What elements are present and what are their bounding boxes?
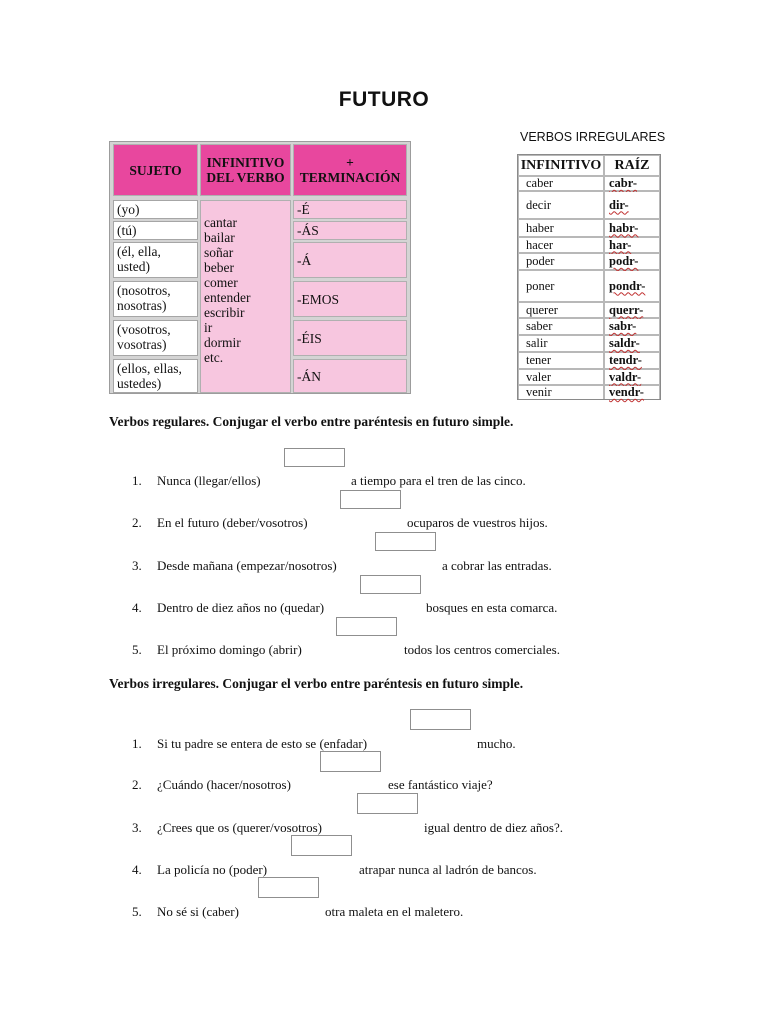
sentence-end: bosques en esta comarca. <box>426 600 558 615</box>
sentence-start: Dentro de diez años no (quedar) <box>157 600 325 615</box>
root-cell: dir- <box>605 192 659 218</box>
answer-box-irregular-5[interactable] <box>258 877 319 898</box>
answer-box-irregular-3[interactable] <box>357 793 418 814</box>
item-number: 3. <box>132 820 142 835</box>
answer-box-irregular-2[interactable] <box>320 751 381 772</box>
sentence-end: otra maleta en el maletero. <box>325 904 464 919</box>
verb-item: bailar <box>204 230 235 245</box>
answer-box-regular-4[interactable] <box>360 575 421 594</box>
ending-tu: -ÁS <box>293 221 407 240</box>
ending-yo: -É <box>293 200 407 219</box>
infinitive-cell: venir <box>519 386 603 399</box>
ending-el: -Á <box>293 242 407 278</box>
infinitive-cell: poder <box>519 254 603 269</box>
ending-nosotros: -EMOS <box>293 281 407 317</box>
infinitive-cell: haber <box>519 220 603 236</box>
root-cell: querr- <box>605 303 659 317</box>
irregular-table-header <box>519 156 659 175</box>
infinitive-cell: poner <box>519 271 603 301</box>
sentence-start: No sé si (caber) <box>157 904 239 919</box>
subject-el: (él, ella, usted) <box>113 242 198 278</box>
answer-box-regular-1[interactable] <box>284 448 345 467</box>
verb-item: soñar <box>204 245 234 260</box>
conjugation-table <box>109 141 411 394</box>
verb-item: escribir <box>204 305 245 320</box>
subject-tu: (tú) <box>113 221 198 240</box>
root-cell: vendr- <box>605 386 659 399</box>
infinitive-cell: decir <box>519 192 603 218</box>
item-number: 3. <box>132 558 142 573</box>
subject-vosotros: (vosotros, vosotras) <box>113 320 198 356</box>
irregular-verbs-table <box>517 154 661 400</box>
infinitive-cell: saber <box>519 319 603 334</box>
table-row <box>519 192 659 218</box>
item-number: 2. <box>132 515 142 530</box>
answer-box-irregular-1[interactable] <box>410 709 471 730</box>
sentence-start: En el futuro (deber/vosotros) <box>157 515 308 530</box>
header-terminacion: + TERMINACIÓN <box>293 144 407 196</box>
verb-item: ir <box>204 320 213 335</box>
verb-item: entender <box>204 290 251 305</box>
header-infinitivo: INFINITIVO DEL VERBO <box>200 144 291 196</box>
root-cell: sabr- <box>605 319 659 334</box>
verb-list <box>200 200 291 393</box>
sentence-end: ese fantástico viaje? <box>388 777 493 792</box>
sentence-start: Si tu padre se entera de esto se (enfadar) <box>157 736 368 751</box>
ending-ellos: -ÁN <box>293 359 407 393</box>
item-number: 5. <box>132 642 142 657</box>
sentence-end: mucho. <box>477 736 516 751</box>
irregular-verbs-title: VERBOS IRREGULARES <box>520 130 666 144</box>
root-cell: habr- <box>605 220 659 236</box>
header-raiz: RAÍZ <box>605 156 659 175</box>
answer-box-irregular-4[interactable] <box>291 835 352 856</box>
table-row <box>519 254 659 269</box>
subject-ellos: (ellos, ellas, ustedes) <box>113 359 198 393</box>
root-cell: saldr- <box>605 336 659 351</box>
page-title: FUTURO <box>338 88 430 111</box>
item-number: 5. <box>132 904 142 919</box>
table-row <box>519 386 659 399</box>
table-row <box>519 319 659 334</box>
irregular-verbs-heading: Verbos irregulares. Conjugar el verbo entre paréntesis en futuro simple. <box>109 676 524 691</box>
table-row <box>519 238 659 252</box>
root-cell: podr- <box>605 254 659 269</box>
infinitive-cell: hacer <box>519 238 603 252</box>
subject-yo: (yo) <box>113 200 198 219</box>
answer-box-regular-2[interactable] <box>340 490 401 509</box>
verb-item: dormir <box>204 335 241 350</box>
root-cell: valdr- <box>605 370 659 384</box>
root-cell: har- <box>605 238 659 252</box>
table-row <box>519 353 659 368</box>
table-row <box>519 220 659 236</box>
verb-item: comer <box>204 275 238 290</box>
infinitive-cell: salir <box>519 336 603 351</box>
item-number: 1. <box>132 473 142 488</box>
sentence-end: igual dentro de diez años?. <box>424 820 563 835</box>
sentence-end: todos los centros comerciales. <box>404 642 560 657</box>
item-number: 2. <box>132 777 142 792</box>
table-row <box>519 177 659 190</box>
infinitive-cell: querer <box>519 303 603 317</box>
verb-item: beber <box>204 260 234 275</box>
header-sujeto: SUJETO <box>113 144 198 196</box>
ending-vosotros: -ÉIS <box>293 320 407 356</box>
sentence-start: Desde mañana (empezar/nosotros) <box>157 558 337 573</box>
table-row <box>519 336 659 351</box>
regular-verbs-heading: Verbos regulares. Conjugar el verbo entre paréntesis en futuro simple. <box>109 414 514 429</box>
root-cell: cabr- <box>605 177 659 190</box>
infinitive-cell: tener <box>519 353 603 368</box>
sentence-start: ¿Crees que os (querer/vosotros) <box>157 820 322 835</box>
header-infinitivo: INFINITIVO <box>519 156 603 175</box>
item-number: 4. <box>132 600 142 615</box>
root-cell: pondr- <box>605 271 659 301</box>
sentence-end: ocuparos de vuestros hijos. <box>407 515 548 530</box>
sentence-start: El próximo domingo (abrir) <box>157 642 302 657</box>
verb-item: etc. <box>204 350 224 365</box>
answer-box-regular-3[interactable] <box>375 532 436 551</box>
table-row <box>519 370 659 384</box>
infinitive-cell: caber <box>519 177 603 190</box>
infinitive-cell: valer <box>519 370 603 384</box>
subject-nosotros: (nosotros, nosotras) <box>113 281 198 317</box>
sentence-end: atrapar nunca al ladrón de bancos. <box>359 862 537 877</box>
sentence-end: a tiempo para el tren de las cinco. <box>351 473 526 488</box>
root-cell: tendr- <box>605 353 659 368</box>
item-number: 1. <box>132 736 142 751</box>
answer-box-regular-5[interactable] <box>336 617 397 636</box>
sentence-end: a cobrar las entradas. <box>442 558 552 573</box>
verb-item: cantar <box>204 215 237 230</box>
sentence-start: Nunca (llegar/ellos) <box>157 473 261 488</box>
table-row <box>519 271 659 301</box>
sentence-start: ¿Cuándo (hacer/nosotros) <box>157 777 291 792</box>
sentence-start: La policía no (poder) <box>157 862 268 877</box>
item-number: 4. <box>132 862 142 877</box>
table-row <box>519 303 659 317</box>
